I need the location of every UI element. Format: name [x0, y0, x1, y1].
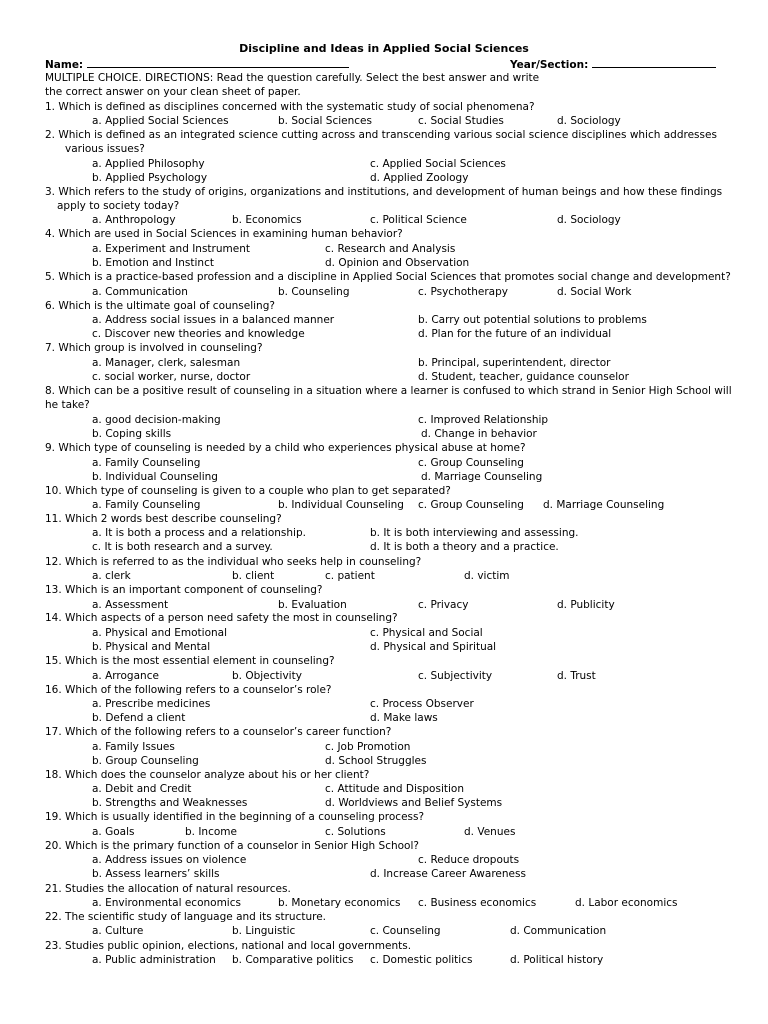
answer-option: b. Emotion and Instinct [92, 257, 214, 269]
answer-option: d. Marriage Counseling [543, 499, 665, 511]
answer-option: c. social worker, nurse, doctor [92, 371, 251, 383]
answer-option: b. Physical and Mental [92, 641, 211, 653]
answer-option: d. Sociology [557, 115, 621, 127]
question-text: 15. Which is the most essential element in counseling? [45, 655, 335, 667]
question-text: 2. Which is defined as an integrated science cutting across and transcending various social science disciplines which addresses [45, 129, 717, 141]
answer-option: b. Monetary economics [278, 897, 401, 909]
answer-option: a. Address social issues in a balanced manner [92, 314, 335, 326]
answer-option: b. Principal, superintendent, director [418, 357, 611, 369]
year-section-field [510, 57, 716, 72]
question-text: 6. Which is the ultimate goal of counseling? [45, 300, 275, 312]
answer-option: a. Prescribe medicines [92, 698, 211, 710]
answer-option: d. Venues [464, 826, 516, 838]
year-section-label: Year/Section: [510, 59, 589, 71]
question-text: apply to society today? [57, 200, 180, 212]
answer-option: c. Privacy [418, 599, 469, 611]
question-text: 21. Studies the allocation of natural resources. [45, 883, 291, 895]
answer-option: d. Plan for the future of an individual [418, 328, 612, 340]
answer-option: c. Reduce dropouts [418, 854, 520, 866]
answer-option: a. clerk [92, 570, 131, 582]
answer-option: c. Physical and Social [370, 627, 483, 639]
answer-option: a. Culture [92, 925, 144, 937]
answer-option: d. victim [464, 570, 510, 582]
answer-option: c. It is both research and a survey. [92, 541, 273, 553]
answer-option: c. Process Observer [370, 698, 474, 710]
answer-option: b. Carry out potential solutions to problems [418, 314, 647, 326]
question-text: 20. Which is the primary function of a counselor in Senior High School? [45, 840, 419, 852]
question-text: 13. Which is an important component of counseling? [45, 584, 323, 596]
question-text: 1. Which is defined as disciplines concerned with the systematic study of social phenomena? [45, 101, 535, 113]
answer-option: b. client [232, 570, 275, 582]
answer-option: a. Debit and Credit [92, 783, 192, 795]
question-text: 7. Which group is involved in counseling? [45, 342, 263, 354]
answer-option: b. Individual Counseling [278, 499, 404, 511]
answer-option: c. Counseling [370, 925, 441, 937]
answer-option: b. Evaluation [278, 599, 347, 611]
answer-option: a. Family Counseling [92, 499, 201, 511]
answer-option: b. Defend a client [92, 712, 186, 724]
answer-option: d. Physical and Spiritual [370, 641, 497, 653]
answer-option: d. Social Work [557, 286, 632, 298]
answer-option: c. patient [325, 570, 375, 582]
question-text: 10. Which type of counseling is given to a couple who plan to get separated? [45, 485, 451, 497]
page-title: Discipline and Ideas in Applied Social Sciences [239, 42, 529, 55]
answer-option: d. Communication [510, 925, 607, 937]
directions-line: MULTIPLE CHOICE. DIRECTIONS: Read the question carefully. Select the best answer and write [45, 72, 540, 84]
question-text: 18. Which does the counselor analyze about his or her client? [45, 769, 370, 781]
year-section-blank [592, 57, 716, 68]
answer-option: d. Opinion and Observation [325, 257, 470, 269]
answer-option: b. Objectivity [232, 670, 302, 682]
answer-option: c. Solutions [325, 826, 386, 838]
question-text: 11. Which 2 words best describe counseling? [45, 513, 282, 525]
question-text: 22. The scientific study of language and its structure. [45, 911, 326, 923]
answer-option: b. Income [185, 826, 237, 838]
question-text: 17. Which of the following refers to a counselor’s career function? [45, 726, 392, 738]
answer-option: b. Linguistic [232, 925, 296, 937]
answer-option: b. Comparative politics [232, 954, 354, 966]
answer-option: d. School Struggles [325, 755, 427, 767]
answer-option: d. It is both a theory and a practice. [370, 541, 559, 553]
answer-option: d. Increase Career Awareness [370, 868, 526, 880]
answer-option: a. Assessment [92, 599, 169, 611]
answer-option: a. Physical and Emotional [92, 627, 228, 639]
answer-option: c. Group Counseling [418, 457, 524, 469]
name-label: Name: [45, 59, 84, 71]
answer-option: d. Applied Zoology [370, 172, 469, 184]
answer-option: b. Individual Counseling [92, 471, 218, 483]
answer-option: c. Research and Analysis [325, 243, 456, 255]
answer-option: a. Applied Social Sciences [92, 115, 229, 127]
answer-option: a. Family Issues [92, 741, 175, 753]
directions-line: the correct answer on your clean sheet of paper. [45, 86, 301, 98]
answer-option: a. It is both a process and a relationship. [92, 527, 306, 539]
answer-option: a. Public administration [92, 954, 216, 966]
answer-option: d. Publicity [557, 599, 615, 611]
answer-option: c. Improved Relationship [418, 414, 549, 426]
answer-option: a. Arrogance [92, 670, 159, 682]
answer-option: a. Manager, clerk, salesman [92, 357, 241, 369]
answer-option: d. Worldviews and Belief Systems [325, 797, 503, 809]
answer-option: c. Discover new theories and knowledge [92, 328, 305, 340]
question-text: 19. Which is usually identified in the beginning of a counseling process? [45, 811, 425, 823]
answer-option: c. Applied Social Sciences [370, 158, 506, 170]
name-field [45, 57, 349, 72]
question-text: 16. Which of the following refers to a counselor’s role? [45, 684, 332, 696]
question-text: 8. Which can be a positive result of counseling in a situation where a learner is confused to which strand in Senior High School will [45, 385, 732, 397]
answer-option: b. Strengths and Weaknesses [92, 797, 248, 809]
answer-option: d. Political history [510, 954, 604, 966]
answer-option: c. Job Promotion [325, 741, 411, 753]
answer-option: a. Goals [92, 826, 135, 838]
answer-option: b. Social Sciences [278, 115, 372, 127]
answer-option: c. Group Counseling [418, 499, 524, 511]
answer-option: a. Anthropology [92, 214, 176, 226]
answer-option: b. Coping skills [92, 428, 172, 440]
answer-option: c. Psychotherapy [418, 286, 508, 298]
answer-option: d. Student, teacher, guidance counselor [418, 371, 629, 383]
answer-option: b. Assess learners’ skills [92, 868, 220, 880]
question-text: 4. Which are used in Social Sciences in examining human behavior? [45, 228, 403, 240]
question-text: 23. Studies public opinion, elections, national and local governments. [45, 940, 412, 952]
question-text: various issues? [65, 143, 145, 155]
question-text: he take? [45, 399, 90, 411]
answer-option: b. Counseling [278, 286, 350, 298]
answer-option: a. Address issues on violence [92, 854, 247, 866]
answer-option: a. Applied Philosophy [92, 158, 205, 170]
answer-option: c. Attitude and Disposition [325, 783, 464, 795]
answer-option: d. Make laws [370, 712, 438, 724]
answer-option: b. Group Counseling [92, 755, 199, 767]
answer-option: d. Marriage Counseling [421, 471, 543, 483]
question-text: 14. Which aspects of a person need safety the most in counseling? [45, 612, 398, 624]
answer-option: a. good decision-making [92, 414, 221, 426]
question-text: 5. Which is a practice-based profession and a discipline in Applied Social Sciences that promotes social change and development? [45, 271, 731, 283]
answer-option: b. Applied Psychology [92, 172, 208, 184]
answer-option: c. Domestic politics [370, 954, 473, 966]
answer-option: c. Political Science [370, 214, 467, 226]
answer-option: b. It is both interviewing and assessing. [370, 527, 579, 539]
answer-option: c. Subjectivity [418, 670, 493, 682]
answer-option: a. Communication [92, 286, 188, 298]
answer-option: a. Experiment and Instrument [92, 243, 250, 255]
answer-option: d. Sociology [557, 214, 621, 226]
answer-option: b. Economics [232, 214, 302, 226]
answer-option: c. Business economics [418, 897, 537, 909]
question-text: 12. Which is referred to as the individual who seeks help in counseling? [45, 556, 422, 568]
question-text: 9. Which type of counseling is needed by a child who experiences physical abuse at home? [45, 442, 526, 454]
question-text: 3. Which refers to the study of origins, organizations and institutions, and development of human beings and how these findings [45, 186, 723, 198]
answer-option: d. Trust [557, 670, 596, 682]
name-blank [87, 57, 349, 68]
answer-option: d. Labor economics [575, 897, 678, 909]
answer-option: c. Social Studies [418, 115, 504, 127]
answer-option: d. Change in behavior [421, 428, 537, 440]
answer-option: a. Family Counseling [92, 457, 201, 469]
answer-option: a. Environmental economics [92, 897, 241, 909]
